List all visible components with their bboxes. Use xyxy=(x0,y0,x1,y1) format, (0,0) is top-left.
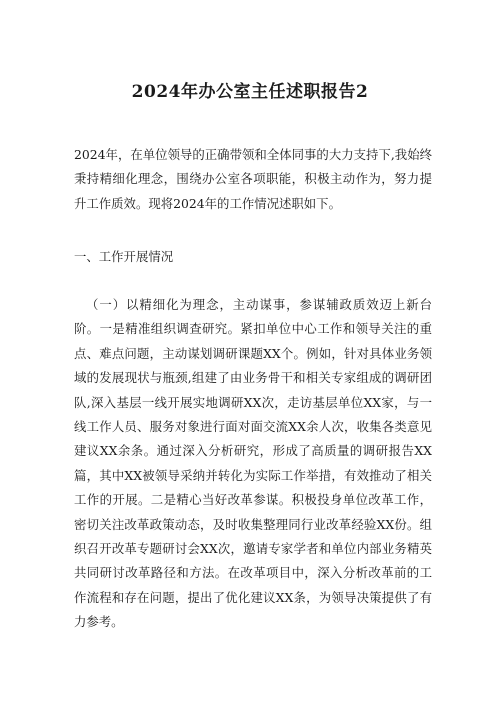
intro-paragraph: 2024年，在单位领导的正确带领和全体同事的大力支持下,我始终秉持精细化理念，围绕办公室各项职能，积极主动作为，努力提升工作质效。现将2024年的工作情况述职如下。 xyxy=(74,147,432,211)
section-heading: 一、工作开展情况 xyxy=(74,249,174,264)
body-paragraph: （一）以精细化为理念，主动谋事，参谋辅政质效迈上新台阶。一是精准组织调查研究。紧扣单位中心工作和领导关注的重点、难点问题，主动谋划调研课题XX个。例如，针对具体业务领域的发展现状与瓶颈,组建了由业务骨干和相关专家组成的调研团队,深入基层一线开展实地调研XX次，走访基层单位XX家，与一线工作人员、服务对象进行面对面交流XX余人次，收集各类意见建议XX余条。通过深入分析研究，形成了高质量的调研报告XX篇，其中XX被领导采纳并转化为实际工作举措，有效推动了相关工作的开展。二是精心当好改革参谋。积极投身单位改革工作，密切关注改革政策动态，及时收集整理同行业改革经验XX份。组织召开改革专题研讨会XX次，邀请专家学者和单位内部业务精英共同研讨改革路径和方法。在改革项目中，深入分析改革前的工作流程和存在问题，提出了优化建议XX条，为领导决策提供了有力参考。 xyxy=(74,297,432,630)
document-title: 2024年办公室主任述职报告2 xyxy=(131,82,369,102)
